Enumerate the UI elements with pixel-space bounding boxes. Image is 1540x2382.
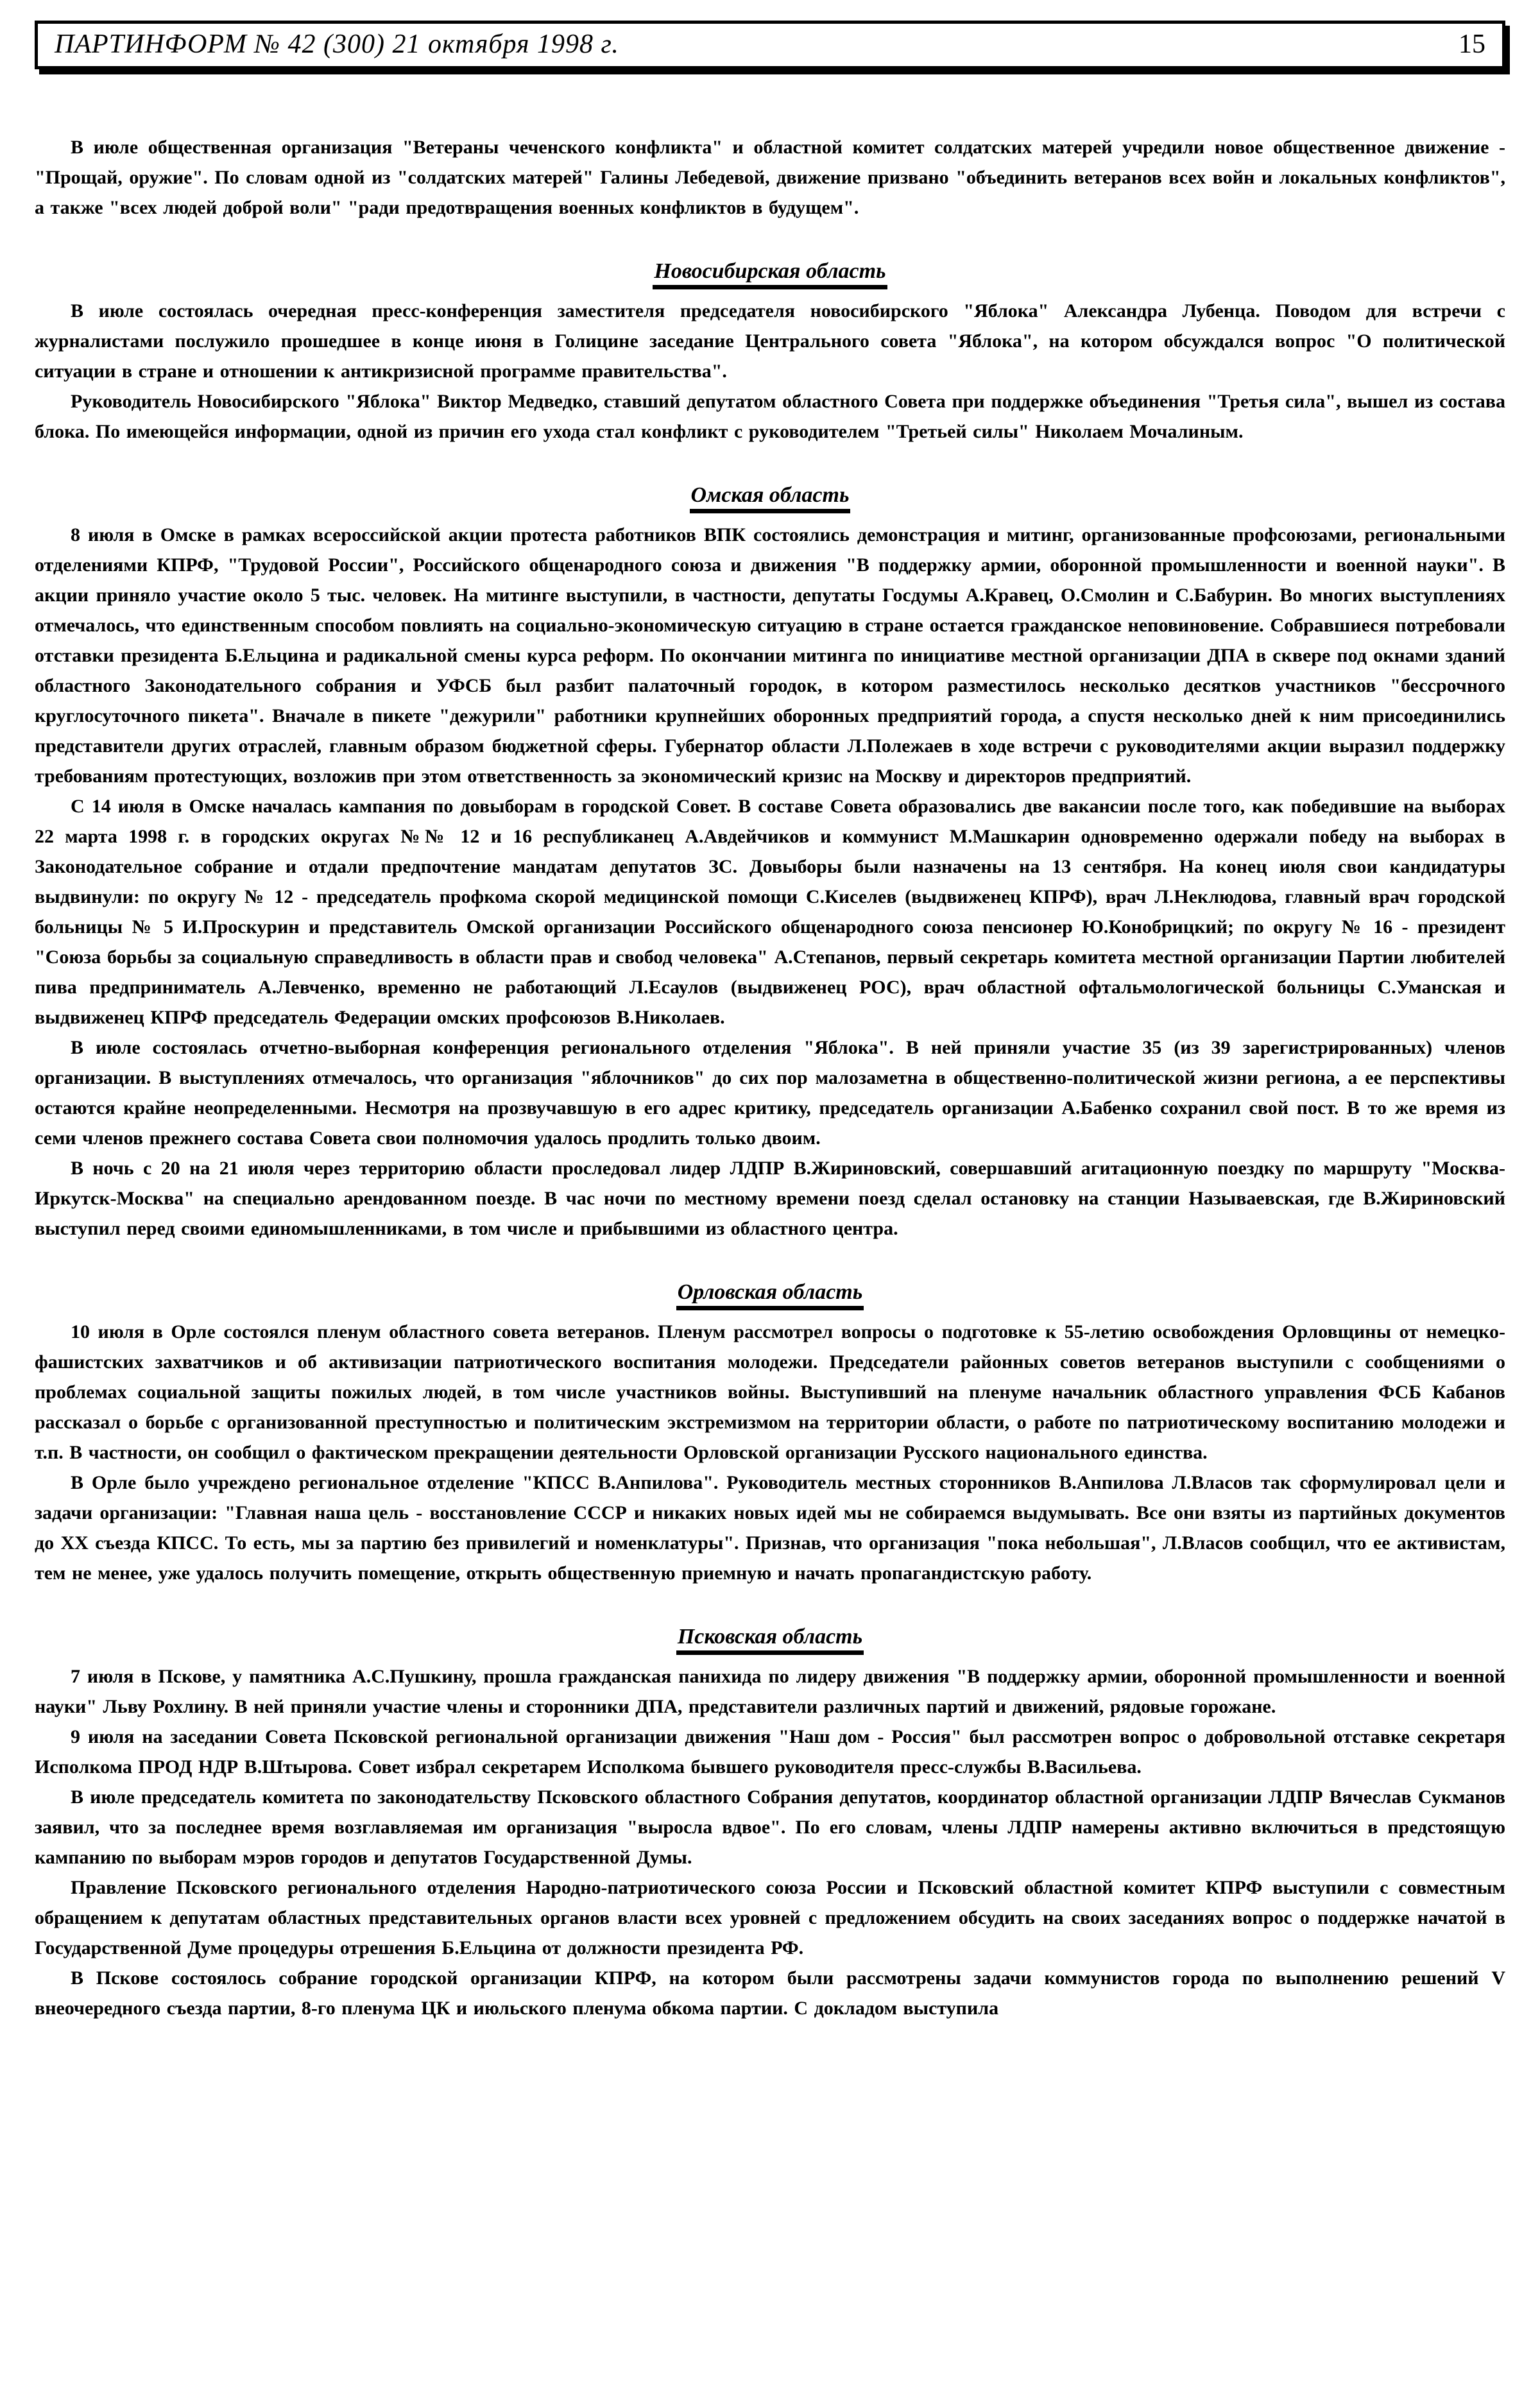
page-number: 15 (1459, 30, 1485, 59)
paragraph: 10 июля в Орле состоялся пленум областного совета ветеранов. Пленум рассмотрел вопросы о подготовке к 55-летию освобождения Орловщины от немецко-фашистских захватчиков и об активизации патриотического воспитания молодежи. Председатели районных советов ветеранов выступили с сообщениями о проблемах социальной защиты пожилых людей, в том числе участников войны. Выступивший на пленуме начальник областного управления ФСБ Кабанов рассказал о борьбе с организованной преступностью и политическим экстремизмом на территории области, о работе по патриотическому воспитанию молодежи и т.п. В частности, он сообщил о фактическом прекращении деятельности Орловской организации Русского национального единства. (35, 1321, 1505, 1463)
section-omsk (35, 483, 1505, 1244)
section-heading-text: Новосибирская область (653, 259, 887, 289)
paragraph: В Орле было учреждено региональное отделение "КПСС В.Анпилова". Руководитель местных сторонников В.Анпилова Л.Власов так сформулировал цели и задачи организации: "Главная наша цель - восстановление СССР и никаких новых идей мы не собираемся выдумывать. Все они взяты из партийных документов до XX съезда КПСС. То есть, мы за партию без привилегий и номенклатуры". Признав, что организация "пока небольшая", Л.Власов сообщил, что ее активистам, тем не менее, уже удалось получить помещение, открыть общественную приемную и начать пропагандистскую работу. (35, 1472, 1505, 1584)
section-heading-novosibirsk (35, 259, 1505, 284)
paragraph: В июле состоялась отчетно-выборная конференция регионального отделения "Яблока". В ней приняли участие 35 (из 39 зарегистрированных) членов организации. В выступлениях отмечалось, что организация "яблочников" до сих пор малозаметна в общественно-политической жизни региона, а ее перспективы остаются крайне неопределенными. Несмотря на прозвучавшую в его адрес критику, председатель организации А.Бабенко сохранил свой пост. В то же время из семи членов прежнего состава Совета свои полномочия удалось продлить только двоим. (35, 1037, 1505, 1149)
paragraph: В ночь с 20 на 21 июля через территорию области проследовал лидер ЛДПР В.Жириновский, совершавший агитационную поездку по маршруту "Москва-Иркутск-Москва" на специально арендованном поезде. В час ночи по местному времени поезд сделал остановку на станции Называевская, где В.Жириновский выступил перед своими единомышленниками, в том числе и прибывшими из областного центра. (35, 1158, 1505, 1239)
section-orel (35, 1280, 1505, 1588)
paragraph: 8 июля в Омске в рамках всероссийской акции протеста работников ВПК состоялись демонстрация и митинг, организованные профсоюзами, региональными отделениями КПРФ, "Трудовой России", Российского общенародного союза и движения "В поддержку армии, оборонной промышленности и военной науки". В акции приняло участие около 5 тыс. человек. На митинге выступили, в частности, депутаты Госдумы А.Кравец, О.Смолин и С.Бабурин. Во многих выступлениях отмечалось, что единственным способом повлиять на социально-экономическую ситуацию в стране остается гражданское неповиновение. Собравшиеся потребовали отставки президента Б.Ельцина и радикальной смены курса реформ. По окончании митинга по инициативе местной организации ДПА в сквере под окнами зданий областного Законодательного собрания и УФСБ был разбит палаточный городок, в котором разместилось несколько десятков участников "бессрочного круглосуточного пикета". Вначале в пикете "дежурили" работники крупнейших оборонных предприятий города, а спустя несколько дней к ним присоединились представители других отраслей, главным образом бюджетной сферы. Губернатор области Л.Полежаев в ходе встречи с руководителями акции выразил поддержку требованиям протестующих, возложив при этом ответственность за экономический кризис на Москву и директоров предприятий. (35, 524, 1505, 787)
paragraph: С 14 июля в Омске началась кампания по довыборам в городской Совет. В составе Совета образовались две вакансии после того, как победившие на выборах 22 марта 1998 г. в городских округах №№ 12 и 16 республиканец А.Авдейчиков и коммунист М.Машкарин одновременно одержали победу на выборах в Законодательное собрание и отдали предпочтение мандатам депутатов ЗС. Довыборы были назначены на 13 сентября. На конец июля свои кандидатуры выдвинули: по округу № 12 - председатель профкома скорой медицинской помощи С.Киселев (выдвиженец КПРФ), врач Л.Неклюдова, главный врач городской больницы № 5 И.Проскурин и представитель Омской организации Российского общенародного союза пенсионер Ю.Конобрицкий; по округу № 16 - президент "Союза борьбы за социальную справедливость в области прав и свобод человека" А.Степанов, первый секретарь комитета местной организации Партии любителей пива предприниматель А.Левченко, временно не работающий Л.Есаулов (выдвиженец РОС), врач областной офтальмологической больницы С.Уманская и выдвиженец КПРФ председатель Федерации омских профсоюзов В.Николаев. (35, 796, 1505, 1028)
paragraph: Правление Псковского регионального отделения Народно-патриотического союза России и Псковский областной комитет КПРФ выступили с совместным обращением к депутатам областных представительных органов власти всех уровней с предложением обсудить на своих заседаниях вопрос о поддержке начатой в Государственной Думе процедуры отрешения Б.Ельцина от должности президента РФ. (35, 1877, 1505, 1958)
paragraph: Руководитель Новосибирского "Яблока" Виктор Медведко, ставший депутатом областного Совета при поддержке объединения "Третья сила", вышел из состава блока. По имеющейся информации, одной из причин его ухода стал конфликт с руководителем "Третьей силы" Николаем Мочалиным. (35, 391, 1505, 442)
paragraph: В июле председатель комитета по законодательству Псковского областного Собрания депутатов, координатор областной организации ЛДПР Вячеслав Сукманов заявил, что за последнее время возглавляемая им организация "выросла вдвое". По его словам, члены ЛДПР намерены активно включиться в предстоящую кампанию по выборам мэров городов и депутатов Государственной Думы. (35, 1786, 1505, 1868)
section-pskov (35, 1624, 1505, 2023)
page-header (35, 21, 1505, 69)
section-heading-text: Омская область (690, 483, 851, 513)
section-heading-orel (35, 1280, 1505, 1305)
section-novosibirsk (35, 259, 1505, 447)
intro-paragraph: В июле общественная организация "Ветераны чеченского конфликта" и областной комитет солдатских матерей учредили новое общественное движение - "Прощай, оружие". По словам одной из "солдатских матерей" Галины Лебедевой, движение призвано "объединить ветеранов всех войн и локальных конфликтов", а также "всех людей доброй воли" "ради предотвращения военных конфликтов в будущем". (35, 137, 1505, 218)
paragraph: В Пскове состоялось собрание городской организации КПРФ, на котором были рассмотрены задачи коммунистов города по выполнению решений V внеочередного съезда партии, 8-го пленума ЦК и июльского пленума обкома партии. С докладом выступила (35, 1967, 1505, 2019)
document-body (35, 132, 1505, 2023)
section-heading-omsk (35, 483, 1505, 508)
section-heading-pskov (35, 1624, 1505, 1650)
section-heading-text: Псковская область (676, 1625, 864, 1655)
paragraph: 9 июля на заседании Совета Псковской региональной организации движения "Наш дом - Россия" был рассмотрен вопрос о добровольной отставке секретаря Исполкома ПРОД НДР В.Штырова. Совет избрал секретарем Исполкома бывшего руководителя пресс-службы В.Васильева. (35, 1726, 1505, 1778)
paragraph: В июле состоялась очередная пресс-конференция заместителя председателя новосибирского "Яблока" Александра Лубенца. Поводом для встречи с журналистами послужило прошедшее в конце июня в Голицине заседание Центрального совета "Яблока", на котором обсуждался вопрос "О политической ситуации в стране и отношении к антикризисной программе правительства". (35, 300, 1505, 382)
newsletter-title: ПАРТИНФОРМ № 42 (300) 21 октября 1998 г. (55, 30, 619, 59)
section-heading-text: Орловская область (676, 1280, 864, 1310)
paragraph: 7 июля в Пскове, у памятника А.С.Пушкину, прошла гражданская панихида по лидеру движения "В поддержку армии, оборонной промышленности и военной науки" Льву Рохлину. В ней приняли участие члены и сторонники ДПА, представители различных партий и движений, рядовые горожане. (35, 1666, 1505, 1717)
